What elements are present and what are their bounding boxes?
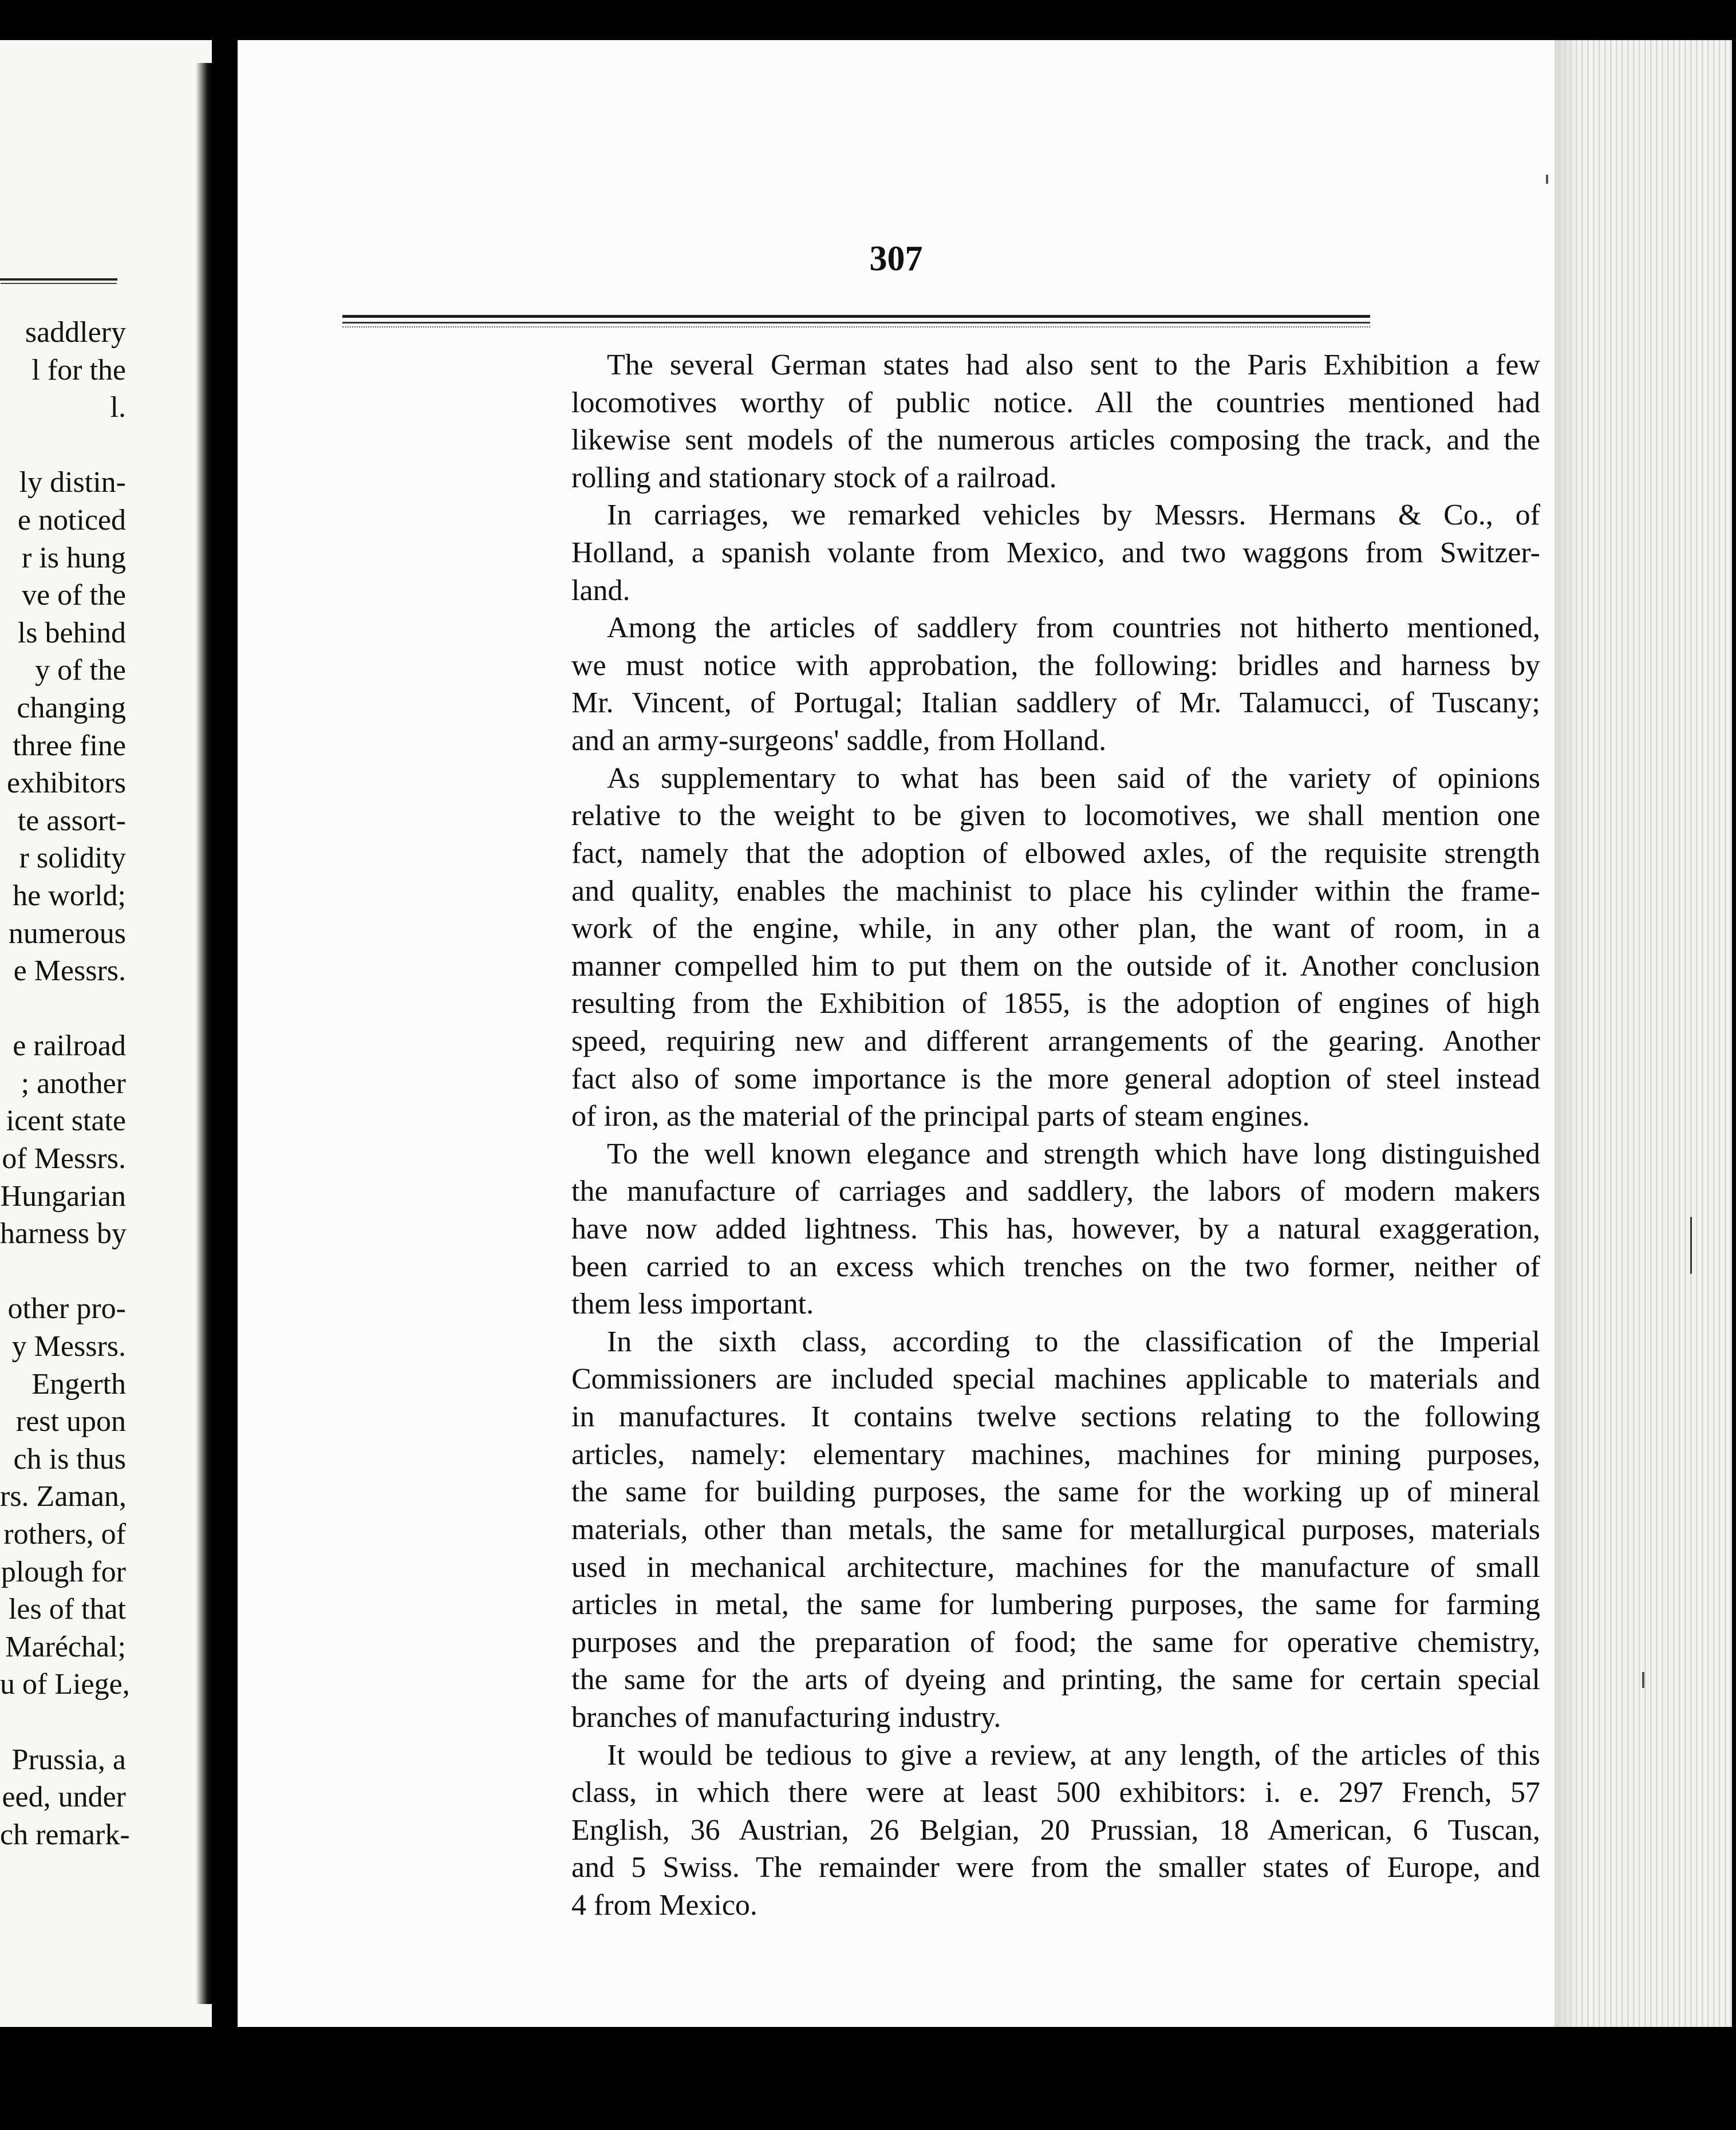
text-line [238,1699,1540,1737]
text-line-content: articles, namely: elementary machines, machines for mining purposes, [571,1438,1540,1471]
left-page-text-line: Prussia, a [11,1743,126,1776]
text-line [238,1473,1540,1511]
left-page-text-line [0,1703,126,1741]
text-line [238,1511,1540,1549]
left-page-text-line: y Messrs. [11,1330,126,1363]
text-line-content: It would be tedious to give a review, at any length, of the articles of this [607,1738,1540,1772]
header-rule-secondary [342,322,1370,324]
text-line [238,421,1540,459]
left-page-text-line: other pro- [7,1292,126,1326]
left-page-text-line: Maréchal; [5,1630,126,1663]
left-page-text-line: exhibitors [7,767,126,800]
text-line-content: Mr. Vincent, of Portugal; Italian saddlery of Mr. Talamucci, of Tuscany; [571,687,1540,720]
text-line-content: branches of manufacturing industry. [571,1701,1001,1734]
text-line [238,384,1540,422]
text-line [238,1812,1540,1849]
text-line [238,835,1540,873]
text-line-content: Commissioners are included special machines applicable to materials and [571,1363,1540,1396]
left-page-text-line: rothers, of [3,1518,126,1551]
text-line [238,1398,1540,1436]
text-line [238,1436,1540,1474]
page-edge-shadow [1554,40,1577,2027]
text-line [238,609,1540,647]
left-page-text-line: te assort- [17,804,126,837]
text-line [238,1323,1540,1361]
text-line-content: in manufactures. It contains twelve sections relating to the following [571,1401,1540,1434]
text-line-content: the manufacture of carriages and saddlery, the labors of modern makers [571,1175,1540,1208]
text-line [238,346,1540,384]
edge-mark [1642,1672,1644,1688]
text-line-content: materials, other than metals, the same for metallurgical purposes, materials [571,1513,1540,1546]
text-line [238,1098,1540,1135]
left-page-text-line: y of the [35,654,126,687]
text-line-content: Among the articles of saddlery from countries not hitherto mentioned, [607,612,1540,645]
header-rule-dotted [342,326,1370,328]
text-line-content: we must notice with approbation, the following: bridles and harness by [571,649,1540,682]
text-line-content: relative to the weight to be given to locomotives, we shall mention one [571,799,1540,833]
text-line [238,1173,1540,1210]
text-line-content: and quality, enables the machinist to place his cylinder within the frame- [571,874,1540,908]
text-line [238,1060,1540,1098]
left-page-text-line: l for the [31,353,126,386]
text-line-content: The several German states had also sent to the Paris Exhibition a few [607,349,1540,381]
text-line-content: In the sixth class, according to the classification of the Imperial [607,1325,1540,1358]
left-page-text-line: r is hung [22,541,126,574]
text-line [238,1135,1540,1173]
text-line [238,1210,1540,1248]
text-line [238,1285,1540,1323]
left-page-text-line: ; another [21,1067,126,1100]
page-number: 307 [869,239,923,278]
text-line-content: manner compelled him to put them on the outside of it. Another conclusion [571,949,1540,983]
text-line [238,910,1540,948]
text-line-content: As supplementary to what has been said of the variety of opinions [607,762,1540,795]
text-line-content: Holland, a spanish volante from Mexico, and two waggons from Switzer- [571,537,1540,570]
text-line-content: likewise sent models of the numerous articles composing the track, and the [571,424,1540,457]
text-line [238,1887,1540,1924]
left-page-text-line: l. [110,391,126,424]
text-line-content: land. [571,574,630,607]
book-page-edges [1554,40,1732,2027]
text-line [238,1360,1540,1398]
text-line-content: fact also of some importance is the more general adoption of steel instead [571,1062,1540,1095]
header-rule [342,315,1370,318]
text-line-content: them less important. [571,1288,814,1321]
left-page-text-line: three fine [13,729,126,762]
body-text [238,346,1540,1924]
text-line-content: purposes and the preparation of food; the same for operative chemistry, [571,1626,1540,1659]
left-page-header-rule [0,278,117,281]
edge-mark [1690,1217,1692,1274]
left-page-text-line: Hungarian [0,1180,126,1213]
left-page-text-line: icent state [6,1105,126,1138]
text-line [238,722,1540,760]
text-line-content: articles in metal, the same for lumbering purposes, the same for farming [571,1588,1540,1622]
text-line [238,496,1540,534]
left-page-text-line: ly distin- [19,466,126,499]
text-line [238,1774,1540,1812]
left-page-text-line [0,990,126,1028]
text-line [238,647,1540,685]
left-page-text-line: les of that [8,1593,126,1626]
text-line [238,1624,1540,1662]
text-line-content: the same for the arts of dyeing and printing, the same for certain special [571,1663,1540,1697]
text-line [238,948,1540,985]
edge-mark [1546,175,1548,184]
left-page-text-line: rs. Zaman, [0,1480,127,1513]
text-line-content: and an army-surgeons' saddle, from Holland. [571,724,1107,758]
text-line-content: In carriages, we remarked vehicles by Messrs. Hermans & Co., of [607,499,1540,532]
left-page-text-line: he world; [13,879,126,912]
left-page-text-line: u of Liege, [0,1668,130,1701]
text-line-content: speed, requiring new and different arrangements of the gearing. Another [571,1024,1540,1058]
left-page-text-line: eed, under [2,1781,126,1814]
left-page-text-line: r solidity [19,842,126,875]
text-line-content: and 5 Swiss. The remainder were from the smaller states of Europe, and [571,1851,1540,1884]
text-line [238,459,1540,497]
book-gutter-shadow [196,63,212,2004]
text-line-content: 4 from Mexico. [571,1888,757,1922]
text-line-content: have now added lightness. This has, however, by a natural exaggeration, [571,1213,1540,1246]
left-page-text-line: ls behind [17,616,126,649]
left-page-text-line: e noticed [17,503,126,537]
text-line [238,1737,1540,1774]
text-line-content: To the well known elegance and strength which have long distinguished [607,1137,1540,1170]
text-line [238,985,1540,1023]
text-line-content: resulting from the Exhibition of 1855, is the adoption of engines of high [571,987,1540,1020]
text-line [238,1586,1540,1624]
text-line-content: of iron, as the material of the principal parts of steam engines. [571,1100,1310,1133]
text-line-content: fact, namely that the adoption of elbowed axles, of the requisite strength [571,837,1540,870]
text-line [238,1661,1540,1699]
left-page-text-line: ch remark- [0,1818,130,1851]
text-line [238,873,1540,910]
text-line-content: locomotives worthy of public notice. All the countries mentioned had [571,386,1540,419]
text-line [238,1549,1540,1587]
text-line-content: English, 36 Austrian, 26 Belgian, 20 Prussian, 18 American, 6 Tuscan, [571,1813,1540,1847]
text-line [238,760,1540,798]
text-line [238,1849,1540,1887]
text-line-content: used in mechanical architecture, machines for the manufacture of small [571,1551,1540,1584]
left-page-text-line: numerous [8,917,126,950]
left-facing-page [0,40,212,2027]
text-line [238,1023,1540,1060]
text-line-content: been carried to an excess which trenches on the two former, neither of [571,1250,1540,1283]
text-line [238,572,1540,610]
left-page-text-line: Engerth [31,1367,126,1401]
left-page-text-line: e Messrs. [13,954,126,988]
left-page-text-line: plough for [1,1555,126,1588]
left-page-text-line: ve of the [22,579,126,612]
text-line-content: the same for building purposes, the same for the working up of mineral [571,1476,1540,1509]
left-page-text-line [0,427,126,464]
left-page-text-line [0,1253,126,1291]
left-page-text-line: harness by [0,1217,127,1251]
text-line [238,1248,1540,1286]
text-line-content: work of the engine, while, in any other plan, the want of room, in a [571,912,1540,945]
text-line [238,684,1540,722]
left-page-text-line: of Messrs. [2,1142,126,1176]
left-page-text-line: rest upon [15,1405,126,1438]
right-page [238,40,1554,2027]
left-page-text-line: changing [17,691,126,724]
left-page-text-line: saddlery [25,316,126,349]
left-page-text-line: e railroad [13,1030,126,1063]
text-line-content: class, in which there were at least 500 exhibitors: i. e. 297 French, 57 [571,1776,1540,1809]
left-page-text-column [0,314,130,1853]
left-page-text-line: ch is thus [13,1442,126,1476]
text-line [238,797,1540,835]
text-line [238,534,1540,572]
text-line-content: rolling and stationary stock of a railroad. [571,461,1057,494]
